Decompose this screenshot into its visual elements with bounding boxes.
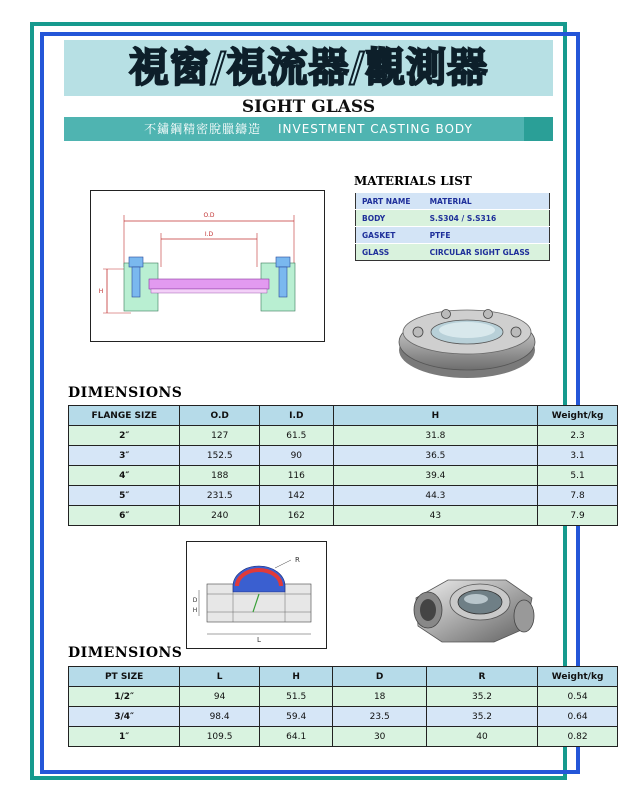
- materials-material-cell: PTFE: [424, 227, 550, 244]
- materials-material-cell: MATERIAL: [424, 193, 550, 210]
- label-h: H: [98, 288, 104, 295]
- table-cell: 7.9: [538, 506, 618, 526]
- table-cell: 152.5: [180, 446, 260, 466]
- column-header: Weight/kg: [538, 406, 618, 426]
- table-cell: 23.5: [333, 707, 426, 727]
- table-cell: 231.5: [180, 486, 260, 506]
- page-title-english: SIGHT GLASS: [241, 97, 376, 117]
- threaded-dimensions-table: [68, 666, 618, 747]
- materials-row: [356, 244, 550, 261]
- table-header-row: [69, 667, 618, 687]
- table-cell: 44.3: [333, 486, 538, 506]
- table-cell: 61.5: [260, 426, 334, 446]
- table-row: [69, 466, 618, 486]
- threaded-sight-glass-photo: [408, 558, 538, 646]
- table-row: [69, 687, 618, 707]
- label-r: R: [295, 556, 300, 564]
- column-header: L: [180, 667, 260, 687]
- materials-row: [356, 227, 550, 244]
- threaded-sight-glass-drawing: [186, 541, 327, 649]
- table-cell: 0.64: [538, 707, 618, 727]
- table-cell: 59.4: [259, 707, 333, 727]
- flange-sight-glass-photo: [396, 298, 538, 384]
- table-cell: 142: [260, 486, 334, 506]
- table-cell: 2.3: [538, 426, 618, 446]
- subtitle-chinese: 不鏽鋼精密脫臘鑄造: [144, 122, 262, 136]
- column-header: H: [259, 667, 333, 687]
- flange-sight-glass-drawing: [90, 190, 325, 342]
- dimensions-title-flange: DIMENSIONS: [68, 385, 183, 401]
- table-cell: 5″: [69, 486, 180, 506]
- materials-row: [356, 193, 550, 210]
- table-cell: 3.1: [538, 446, 618, 466]
- table-cell: 18: [333, 687, 426, 707]
- table-cell: 6″: [69, 506, 180, 526]
- materials-row: [356, 210, 550, 227]
- table-cell: 35.2: [426, 687, 537, 707]
- table-cell: 30: [333, 727, 426, 747]
- label-d: D: [192, 597, 198, 604]
- table-cell: 188: [180, 466, 260, 486]
- materials-table: [355, 192, 550, 261]
- table-cell: 2″: [69, 426, 180, 446]
- table-cell: 90: [260, 446, 334, 466]
- table-row: [69, 426, 618, 446]
- flange-dimensions-table: [68, 405, 618, 526]
- table-cell: 127: [180, 426, 260, 446]
- materials-list-title: MATERIALS LIST: [354, 174, 472, 188]
- table-cell: 109.5: [180, 727, 260, 747]
- page-title-chinese: 視窗/視流器/觀測器: [128, 45, 489, 91]
- table-row: [69, 727, 618, 747]
- column-header: PT SIZE: [69, 667, 180, 687]
- label-id: I.D: [204, 231, 214, 238]
- subtitle-english: INVESTMENT CASTING BODY: [277, 122, 473, 136]
- table-row: [69, 707, 618, 727]
- table-cell: 3/4″: [69, 707, 180, 727]
- column-header: Weight/kg: [538, 667, 618, 687]
- table-cell: 1″: [69, 727, 180, 747]
- table-cell: 4″: [69, 466, 180, 486]
- table-cell: 39.4: [333, 466, 538, 486]
- column-header: I.D: [260, 406, 334, 426]
- table-cell: 1/2″: [69, 687, 180, 707]
- table-row: [69, 486, 618, 506]
- table-cell: 7.8: [538, 486, 618, 506]
- materials-material-cell: S.S304 / S.S316: [424, 210, 550, 227]
- table-cell: 162: [260, 506, 334, 526]
- table-cell: 0.54: [538, 687, 618, 707]
- table-cell: 94: [180, 687, 260, 707]
- table-cell: 51.5: [259, 687, 333, 707]
- column-header: FLANGE SIZE: [69, 406, 180, 426]
- table-cell: 40: [426, 727, 537, 747]
- table-cell: 64.1: [259, 727, 333, 747]
- table-cell: 31.8: [333, 426, 538, 446]
- label-od: O.D: [203, 212, 215, 219]
- subtitle: [64, 117, 553, 141]
- materials-part-cell: BODY: [356, 210, 424, 227]
- label-l: L: [257, 636, 261, 644]
- label-h2: H: [192, 607, 198, 614]
- table-cell: 98.4: [180, 707, 260, 727]
- table-cell: 36.5: [333, 446, 538, 466]
- table-cell: 116: [260, 466, 334, 486]
- column-header: H: [333, 406, 538, 426]
- materials-part-cell: GLASS: [356, 244, 424, 261]
- table-cell: 0.82: [538, 727, 618, 747]
- table-row: [69, 446, 618, 466]
- table-cell: 240: [180, 506, 260, 526]
- column-header: D: [333, 667, 426, 687]
- table-cell: 3″: [69, 446, 180, 466]
- table-cell: 5.1: [538, 466, 618, 486]
- column-header: O.D: [180, 406, 260, 426]
- table-header-row: [69, 406, 618, 426]
- column-header: R: [426, 667, 537, 687]
- materials-part-cell: PART NAME: [356, 193, 424, 210]
- materials-material-cell: CIRCULAR SIGHT GLASS: [424, 244, 550, 261]
- table-cell: 43: [333, 506, 538, 526]
- outer-blue-frame: [40, 32, 580, 774]
- dimensions-title-threaded: DIMENSIONS: [68, 645, 183, 661]
- materials-part-cell: GASKET: [356, 227, 424, 244]
- table-row: [69, 506, 618, 526]
- table-cell: 35.2: [426, 707, 537, 727]
